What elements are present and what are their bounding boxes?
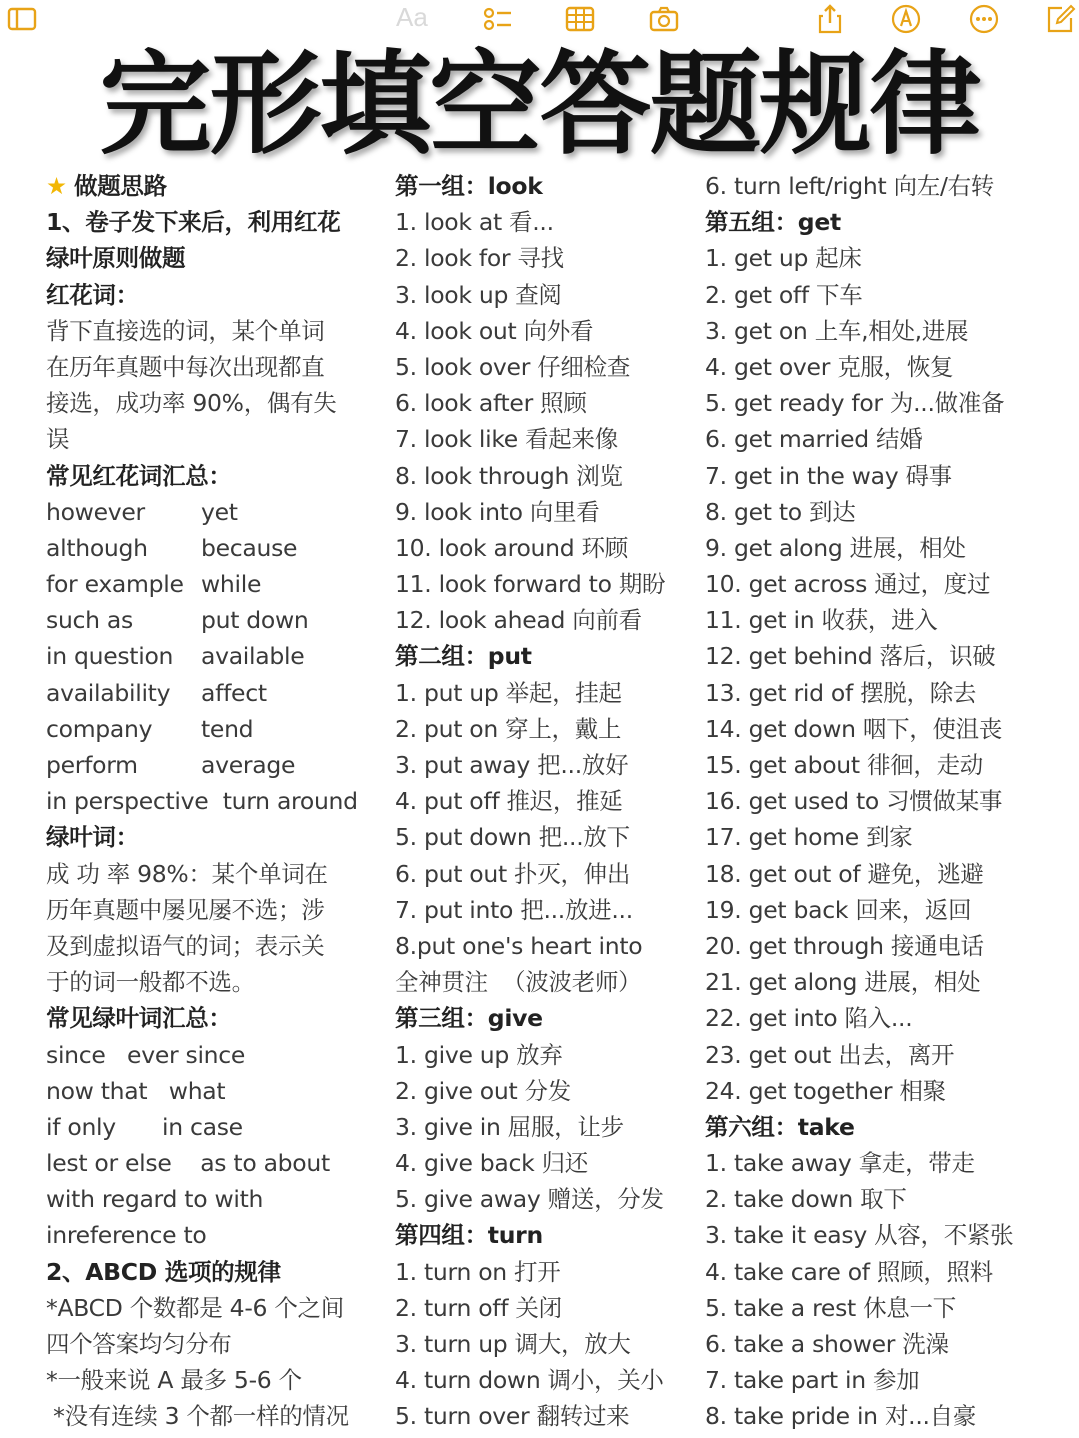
section-heading: 常见绿叶词汇总： xyxy=(46,1004,232,1033)
phrase-line: 3. look up 查阅 xyxy=(395,280,562,309)
phrase-line: 5. look over 仔细检查 xyxy=(395,352,631,381)
group-heading: 第三组：give xyxy=(395,1004,543,1033)
phrase-line: 7. get in the way 碍事 xyxy=(705,461,952,490)
phrase-line: 15. get about 徘徊，走动 xyxy=(705,751,983,779)
group-heading: 第四组：turn xyxy=(395,1221,543,1250)
section-heading: 绿叶词： xyxy=(46,823,139,852)
phrase-line: 9. get along 进展，相处 xyxy=(705,533,966,562)
word: such as xyxy=(46,606,133,635)
phrase-line: 4. take care of 照顾，照料 xyxy=(705,1257,993,1286)
phrase-line: 2. look for 寻找 xyxy=(395,244,564,273)
word: availability xyxy=(46,678,171,707)
phrase-line: 22. get into 陷入... xyxy=(705,1004,913,1033)
word: because xyxy=(201,533,298,562)
phrase-line: 23. get out 出去，离开 xyxy=(705,1040,955,1069)
phrase-line: 5. take a rest 休息一下 xyxy=(705,1293,956,1322)
word-pair xyxy=(46,566,386,602)
text-line: *ABCD 个数都是 4-6 个之间 xyxy=(46,1293,344,1322)
markup-icon[interactable] xyxy=(888,2,924,36)
phrase-line: 12. look ahead 向前看 xyxy=(395,606,642,635)
text-line: 1、卷子发下来后，利用红花 xyxy=(46,208,341,237)
phrase-line: 10. look around 环顾 xyxy=(395,533,628,562)
text-format-button[interactable]: Aa xyxy=(396,2,428,32)
column-left xyxy=(46,168,386,1435)
share-icon[interactable] xyxy=(812,2,848,36)
phrase-line: 2. get off 下车 xyxy=(705,280,863,309)
column-right xyxy=(705,168,1075,1435)
word: for example xyxy=(46,570,184,599)
section-heading: 常见红花词汇总： xyxy=(46,461,232,490)
text-line: 在历年真题中每次出现都直 xyxy=(46,352,325,381)
phrase-line: 16. get used to 习惯做某事 xyxy=(705,787,1003,816)
text-line: 成 功 率 98%：某个单词在 xyxy=(46,859,328,888)
phrase-line: 全神贯注 （波波老师） xyxy=(395,968,642,997)
phrase-line: 24. get together 相聚 xyxy=(705,1076,946,1105)
text-line: lest or else as to about xyxy=(46,1149,330,1178)
word: available xyxy=(201,642,305,671)
text-line: 绿叶原则做题 xyxy=(46,244,186,273)
phrase-line: 7. put into 把...放进... xyxy=(395,895,633,924)
phrase-line: 3. turn up 调大，放大 xyxy=(395,1330,631,1358)
word-pair xyxy=(46,1109,386,1145)
phrase-line: 8. get to 到达 xyxy=(705,497,856,526)
phrase-line: 2. take down 取下 xyxy=(705,1185,907,1214)
phrase-line: 2. give out 分发 xyxy=(395,1076,571,1105)
word: affect xyxy=(201,678,267,707)
group-heading: 第六组：take xyxy=(705,1112,855,1141)
word-pair xyxy=(46,494,386,530)
word-pair xyxy=(46,747,386,783)
word-pair xyxy=(46,530,386,566)
notes-toolbar xyxy=(0,0,1079,40)
text-line: 误 xyxy=(46,425,70,454)
phrase-line: 3. get on 上车,相处,进展 xyxy=(705,316,969,345)
phrase-line: 1. look at 看... xyxy=(395,208,554,237)
text-line: *一般来说 A 最多 5-6 个 xyxy=(46,1366,302,1395)
phrase-line: 21. get along 进展，相处 xyxy=(705,968,981,997)
text-line: 接选，成功率 90%，偶有失 xyxy=(46,389,337,418)
text-line: in perspective turn around xyxy=(46,787,358,816)
section-heading: 红花词： xyxy=(46,280,139,309)
sidebar-icon[interactable] xyxy=(4,2,40,36)
phrase-line: 1. give up 放弃 xyxy=(395,1040,563,1069)
more-icon[interactable] xyxy=(966,2,1002,36)
phrase-line: 11. get in 收获，进入 xyxy=(705,606,938,635)
text-line: inreference to xyxy=(46,1221,207,1250)
phrase-line: 5. give away 赠送，分发 xyxy=(395,1185,664,1214)
phrase-line: 1. turn on 打开 xyxy=(395,1257,561,1286)
group-heading: 第一组：look xyxy=(395,172,543,200)
phrase-line: 3. give in 屈服，让步 xyxy=(395,1112,624,1141)
phrase-line: 5. turn over 翻转过来 xyxy=(395,1402,630,1431)
word-pair xyxy=(46,638,386,674)
phrase-line: 19. get back 回来，返回 xyxy=(705,895,972,924)
phrase-line: 1. get up 起床 xyxy=(705,244,862,273)
text-line: 及到虚拟语气的词；表示关 xyxy=(46,931,325,960)
text-line: since ever since xyxy=(46,1040,246,1069)
phrase-line: 2. put on 穿上，戴上 xyxy=(395,714,622,743)
phrase-line: 8. look through 浏览 xyxy=(395,461,623,490)
camera-icon[interactable] xyxy=(646,2,682,36)
word: tend xyxy=(201,714,254,743)
phrase-line: 20. get through 接通电话 xyxy=(705,931,984,960)
word: while xyxy=(201,570,262,599)
phrase-line: 1. take away 拿走，带走 xyxy=(705,1149,975,1178)
phrase-line: 5. put down 把...放下 xyxy=(395,823,630,852)
text-line: *没有连续 3 个都一样的情况 xyxy=(46,1402,349,1431)
section-heading: ★ 做题思路 xyxy=(46,168,386,204)
word: if only xyxy=(46,1112,116,1141)
column-middle xyxy=(395,168,695,1435)
text-line: with regard to with xyxy=(46,1185,264,1214)
word: however xyxy=(46,497,145,526)
table-icon[interactable] xyxy=(562,2,598,36)
word: yet xyxy=(201,497,238,526)
word: average xyxy=(201,751,296,779)
word: company xyxy=(46,714,153,743)
phrase-line: 6. put out 扑灭，伸出 xyxy=(395,859,631,888)
word-pair xyxy=(46,711,386,747)
phrase-line: 7. look like 看起来像 xyxy=(395,425,618,454)
checklist-icon[interactable] xyxy=(480,2,516,36)
phrase-line: 4. look out 向外看 xyxy=(395,316,594,345)
phrase-line: 2. turn off 关闭 xyxy=(395,1293,562,1322)
phrase-line: 9. look into 向里看 xyxy=(395,497,600,526)
phrase-line: 3. put away 把...放好 xyxy=(395,751,629,779)
phrase-line: 11. look forward to 期盼 xyxy=(395,570,666,599)
phrase-line: 12. get behind 落后，识破 xyxy=(705,642,996,671)
phrase-line: 4. put off 推迟，推延 xyxy=(395,787,623,816)
phrase-line: 13. get rid of 摆脱，除去 xyxy=(705,678,977,707)
word-pair xyxy=(46,602,386,638)
phrase-line: 7. take part in 参加 xyxy=(705,1366,920,1395)
phrase-line: 18. get out of 避免，逃避 xyxy=(705,859,984,888)
star-icon: ★ xyxy=(46,172,67,200)
phrase-line: 6. turn left/right 向左/右转 xyxy=(705,172,994,200)
phrase-line: 4. get over 克服，恢复 xyxy=(705,352,954,381)
phrase-line: 14. get down 咽下，使沮丧 xyxy=(705,714,1003,743)
text-line: 于的词一般都不选。 xyxy=(46,968,255,997)
phrase-line: 8.put one's heart into xyxy=(395,931,643,960)
phrase-line: 4. turn down 调小，关小 xyxy=(395,1366,664,1395)
text-line: 历年真题中屡见屡不选；涉 xyxy=(46,895,325,924)
word: put down xyxy=(201,606,309,635)
text-line: 背下直接选的词，某个单词 xyxy=(46,316,325,345)
text-line: 四个答案均匀分布 xyxy=(46,1330,232,1358)
word: in case xyxy=(162,1112,243,1141)
group-heading: 第五组：get xyxy=(705,208,841,237)
page-title: 完形填空答题规律 xyxy=(99,40,980,170)
word: in question xyxy=(46,642,174,671)
phrase-line: 6. look after 照顾 xyxy=(395,389,587,418)
phrase-line: 1. put up 举起，挂起 xyxy=(395,678,622,707)
word: although xyxy=(46,533,148,562)
word: perform xyxy=(46,751,138,779)
section-heading: 2、ABCD 选项的规律 xyxy=(46,1257,281,1286)
phrase-line: 6. take a shower 洗澡 xyxy=(705,1330,949,1358)
phrase-line: 3. take it easy 从容，不紧张 xyxy=(705,1221,1014,1250)
phrase-line: 4. give back 归还 xyxy=(395,1149,588,1178)
phrase-line: 10. get across 通过，度过 xyxy=(705,570,991,599)
text-line: now that what xyxy=(46,1076,226,1105)
phrase-line: 8. take pride in 对...自豪 xyxy=(705,1402,977,1431)
word-pair xyxy=(46,675,386,711)
phrase-line: 5. get ready for 为...做准备 xyxy=(705,389,1005,418)
compose-icon[interactable] xyxy=(1042,2,1078,36)
phrase-line: 6. get married 结婚 xyxy=(705,425,923,454)
group-heading: 第二组：put xyxy=(395,642,532,671)
phrase-line: 17. get home 到家 xyxy=(705,823,913,852)
